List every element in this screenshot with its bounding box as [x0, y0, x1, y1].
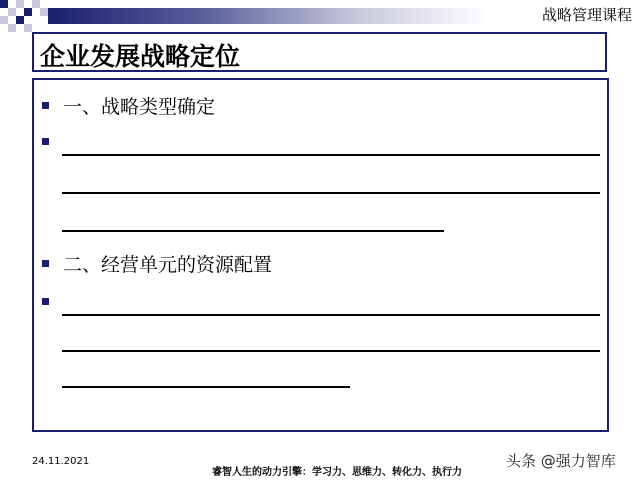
square-bullet-icon [42, 298, 49, 305]
checker-square [24, 24, 32, 32]
checker-square [16, 16, 24, 24]
footer-motto: 睿智人生的动力引擎：学习力、思维力、转化力、执行力 [212, 467, 462, 478]
checker-square [0, 0, 8, 8]
fill-in-blank-line [62, 154, 600, 156]
fill-in-blank-line [62, 192, 600, 194]
checker-square [8, 8, 16, 16]
checker-square [0, 16, 8, 24]
header-gradient-band [48, 8, 490, 24]
slide-content-box [32, 78, 609, 432]
slide-title: 企业发展战略定位 [40, 42, 241, 71]
bullet-item [42, 92, 215, 119]
fill-in-blank-line [62, 230, 444, 232]
bullet-text: 二、经营单元的资源配置 [63, 254, 273, 276]
square-bullet-icon [42, 138, 49, 145]
course-title: 战略管理课程 [541, 6, 632, 24]
fill-in-blank-line [62, 314, 600, 316]
footer-date: 24.11.2021 [32, 456, 90, 467]
slide-title-box [32, 32, 607, 72]
square-bullet-icon [42, 102, 49, 109]
watermark: 头条 @强力智库 [506, 452, 616, 470]
checker-square [40, 8, 48, 16]
checker-square [32, 0, 40, 8]
checker-square [24, 8, 32, 16]
checker-square [16, 0, 24, 8]
bullet-text: 一、战略类型确定 [63, 96, 216, 118]
bullet-item [42, 138, 63, 145]
bullet-item [42, 298, 63, 305]
bullet-item [42, 250, 272, 277]
square-bullet-icon [42, 260, 49, 267]
fill-in-blank-line [62, 350, 600, 352]
fill-in-blank-line [62, 386, 350, 388]
checker-square [8, 24, 16, 32]
